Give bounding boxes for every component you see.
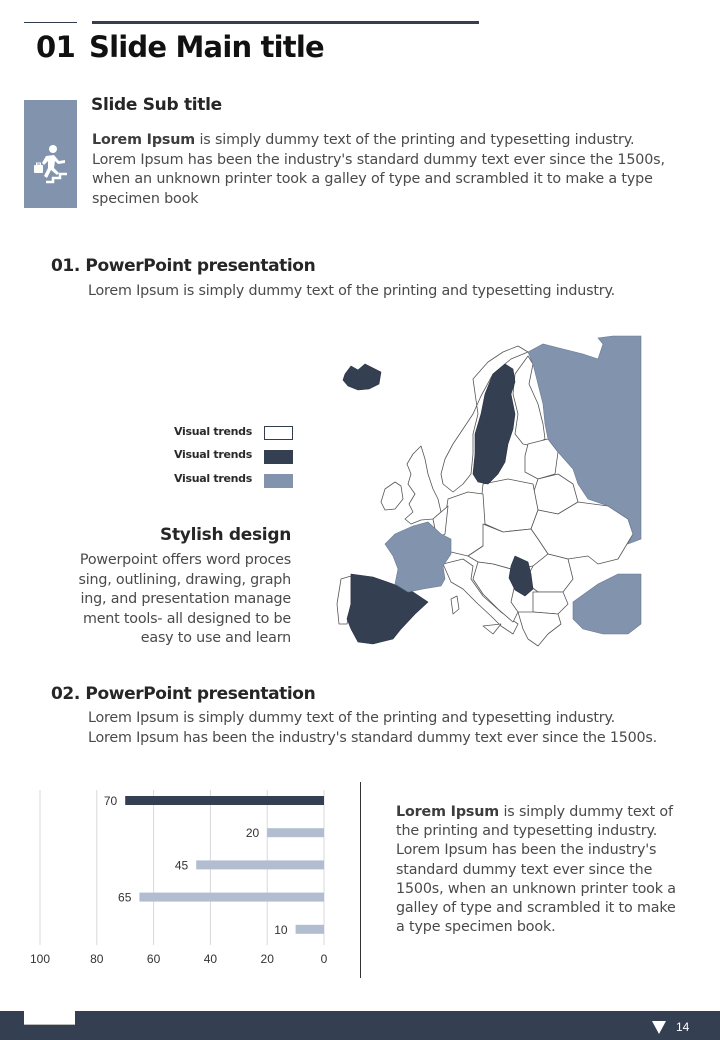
x-tick-label: 100 [29, 952, 51, 966]
section2-heading: 02. PowerPoint presentation [51, 684, 316, 704]
bar [139, 893, 324, 902]
map-country-iceland [343, 364, 381, 390]
bar [267, 828, 324, 837]
slide-subtitle: Slide Sub title [91, 95, 222, 115]
section1-text: Lorem Ipsum is simply dummy text of the printing and typesetting industry. [88, 283, 616, 299]
legend-swatch-white [264, 426, 293, 440]
map-country-greece [518, 612, 561, 646]
header-accent-line-long [92, 21, 479, 24]
map-country-sicily [483, 624, 501, 634]
stylish-line: easy to use and learn [140, 630, 291, 646]
data-label: 20 [245, 826, 260, 841]
intro-text: is simply dummy text of the printing and typesetting industry. Lorem Ipsum has been the industry's standard dummy text ever since the 1500s, when an unknown printer took a galley of type and scrambled it to make a type specimen book [92, 132, 665, 207]
europe-map [333, 334, 643, 654]
right-bold-lead: Lorem Ipsum [396, 804, 500, 820]
stylish-line: ing, and presentation manage [80, 591, 291, 607]
footer-bar [0, 1011, 720, 1040]
page-number: 14 [676, 1020, 690, 1034]
stylish-line: ment tools- all designed to be [82, 610, 291, 627]
x-tick-label: 0 [320, 952, 328, 966]
vertical-divider [360, 782, 361, 978]
legend-label: Visual trends [174, 425, 252, 438]
x-tick-label: 60 [146, 952, 161, 966]
map-country-turkey [573, 574, 641, 634]
bar [196, 860, 324, 869]
map-country-uk [405, 446, 441, 524]
section2-line: Lorem Ipsum is simply dummy text of the printing and typesetting industry. [88, 710, 616, 726]
header-accent-line-short [24, 22, 77, 23]
section2-text [88, 709, 657, 748]
bar [125, 796, 324, 805]
data-label: 70 [103, 794, 118, 808]
slide-main-title: Slide Main title [89, 30, 324, 64]
stylish-design-heading: Stylish design [160, 525, 291, 545]
map-country-bulgaria [533, 592, 568, 614]
footer-tab [24, 1011, 75, 1025]
data-label: 65 [118, 890, 132, 905]
triangle-down-icon[interactable] [652, 1021, 666, 1034]
data-label: 45 [174, 858, 189, 873]
right-text: is simply dummy text of the printing and typesetting industry. Lorem Ipsum has been the industry's standard dummy text ever since the 1500s, when an unknown printer took a galley of type and scrambled it to make a type specimen book. [396, 804, 676, 936]
slide-number: 01 [36, 30, 76, 64]
x-tick-label: 80 [90, 952, 104, 966]
map-country-poland [481, 479, 538, 532]
legend-swatch-dark [264, 450, 293, 464]
legend-label: Visual trends [174, 472, 252, 485]
stylish-line: sing, outlining, drawing, graph [78, 571, 291, 588]
right-paragraph [396, 803, 676, 937]
businessman-climbing-stairs-icon [32, 144, 70, 186]
map-country-ireland [381, 482, 403, 510]
legend-swatch-light [264, 474, 293, 488]
stylish-design-text [60, 551, 291, 649]
section2-line: Lorem Ipsum has been the industry's standard dummy text ever since the 1500s. [88, 729, 658, 746]
map-country-sardinia [451, 596, 459, 614]
x-tick-label: 20 [260, 952, 274, 966]
bar [296, 925, 324, 934]
section1-heading: 01. PowerPoint presentation [51, 256, 316, 276]
intro-paragraph [92, 131, 672, 209]
legend-label: Visual trends [174, 448, 252, 461]
data-label: 10 [274, 922, 288, 937]
x-tick-label: 40 [203, 952, 218, 966]
intro-icon-box [24, 100, 77, 208]
bar-chart [20, 785, 350, 975]
stylish-line: Powerpoint offers word proces [79, 552, 291, 568]
intro-bold-lead: Lorem Ipsum [92, 132, 196, 148]
